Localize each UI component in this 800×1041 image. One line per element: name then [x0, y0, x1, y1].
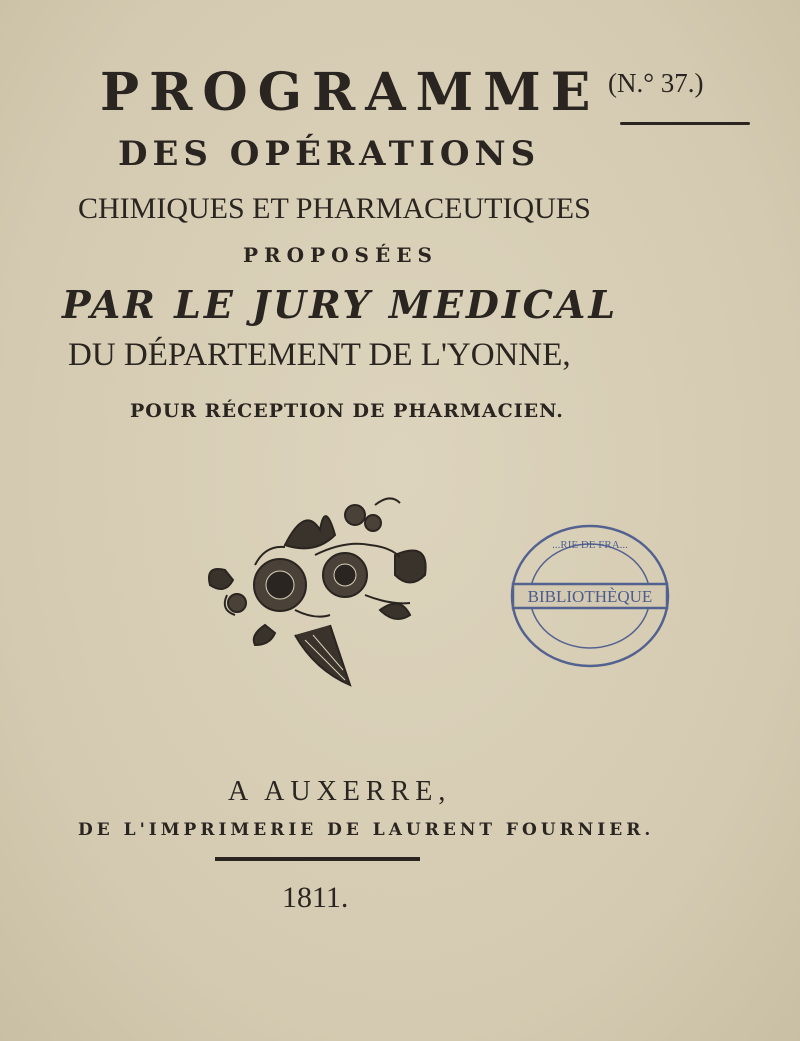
- title-jury: PAR LE JURY MEDICAL: [62, 282, 619, 327]
- imprint-printer: DE L'IMPRIMERIE DE LAURENT FOURNIER.: [78, 820, 655, 840]
- title-proposed: PROPOSÉES: [243, 243, 438, 267]
- stamp-center-text: BIBLIOTHÈQUE: [527, 587, 653, 606]
- title-programme: PROGRAMME: [100, 62, 601, 123]
- library-stamp-icon: [505, 518, 675, 673]
- imprint-year: 1811.: [282, 881, 349, 914]
- imprint-rule: [215, 857, 420, 861]
- title-purpose: POUR RÉCEPTION DE PHARMACIEN.: [130, 400, 564, 422]
- document-number: (N.° 37.): [608, 68, 704, 98]
- flower-basket-icon: [195, 485, 440, 690]
- imprint-place: A AUXERRE,: [228, 776, 452, 807]
- title-subject: CHIMIQUES ET PHARMACEUTIQUES: [78, 192, 591, 225]
- stamp-top-text: ...RIE DE FRA...: [552, 539, 628, 551]
- title-operations: DES OPÉRATIONS: [118, 134, 541, 174]
- title-department: DU DÉPARTEMENT DE L'YONNE,: [68, 337, 571, 373]
- number-underline: [620, 122, 750, 125]
